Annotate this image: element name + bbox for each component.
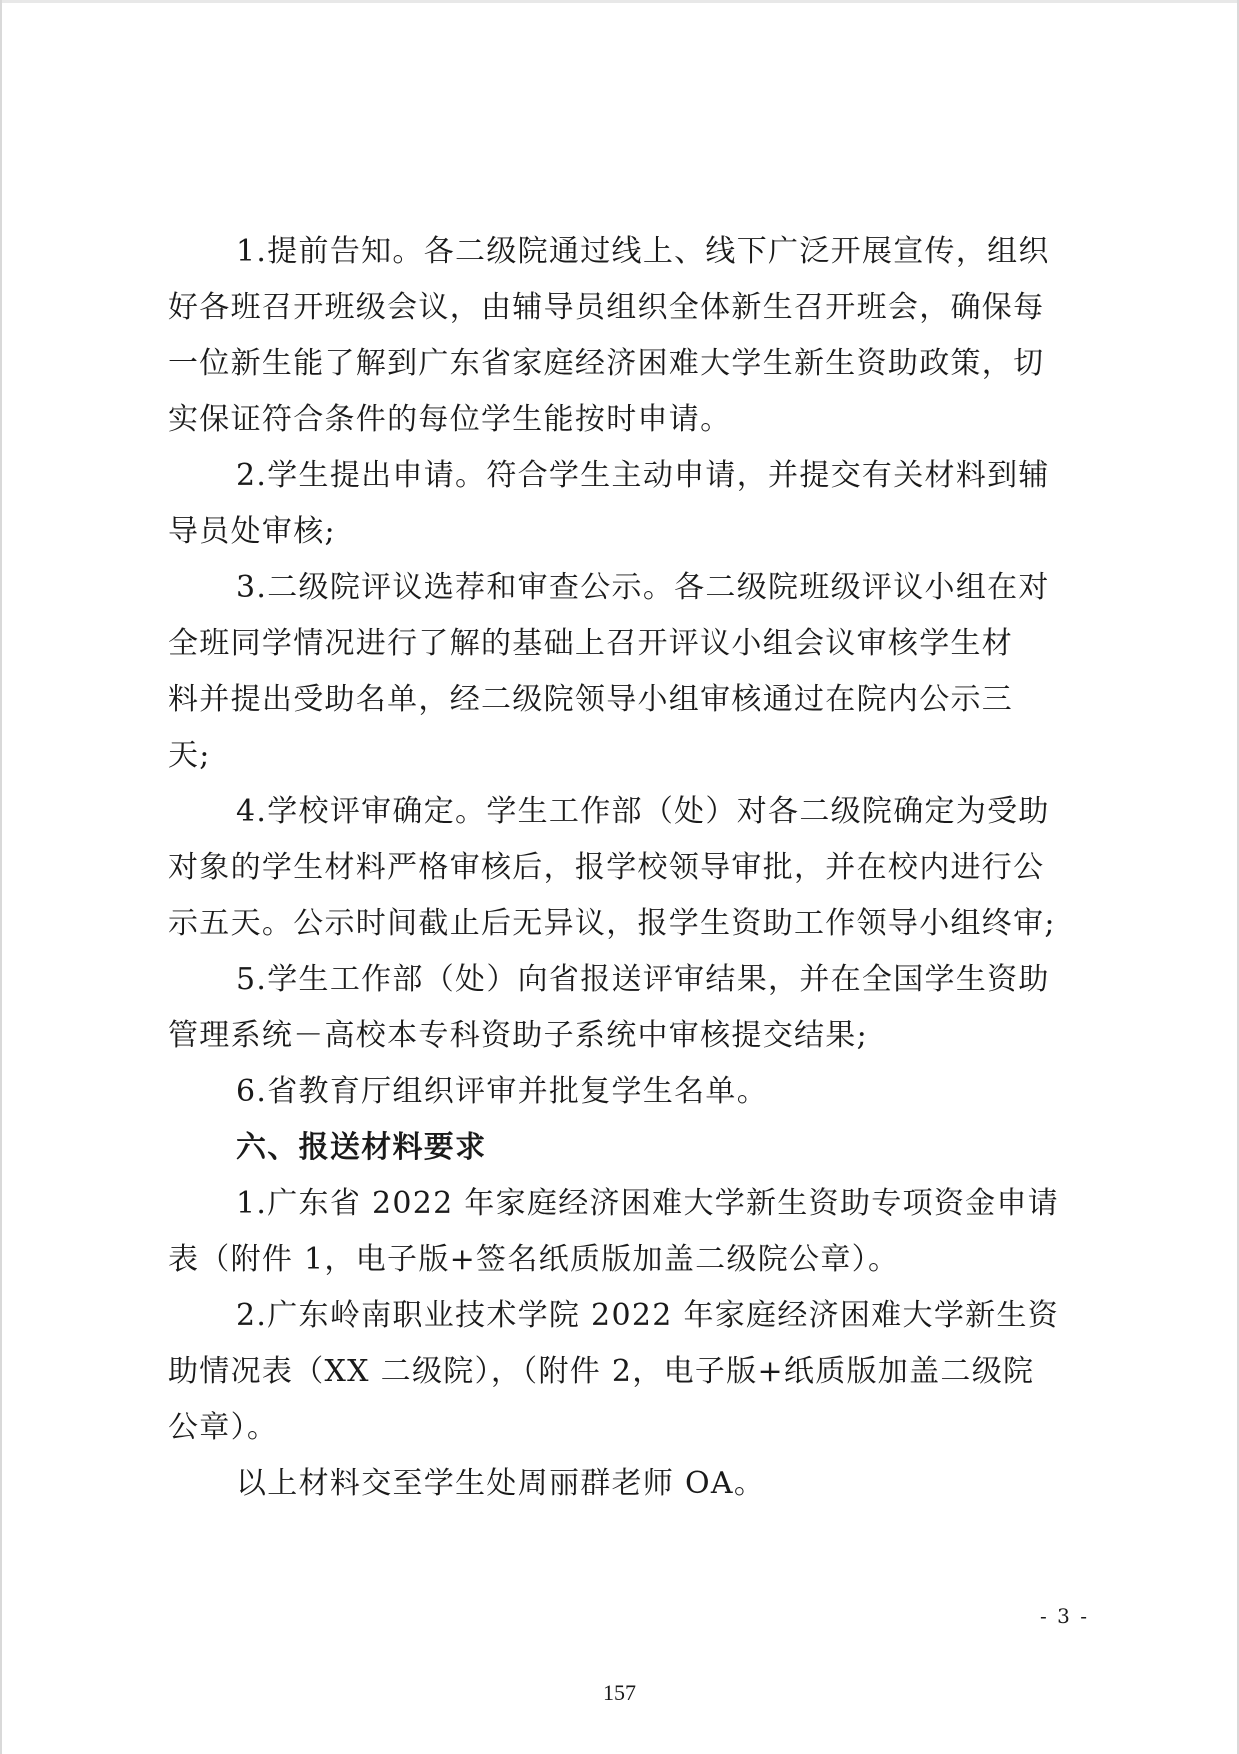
text-line: 5.学生工作部（处）向省报送评审结果，并在全国学生资助 [236,962,1050,997]
text-line: 表（附件 1，电子版+签名纸质版加盖二级院公章）。 [168,1242,900,1277]
scan-border-left [0,0,2,1754]
submission-note [168,1456,1086,1512]
text-line: 一位新生能了解到广东省家庭经济困难大学生新生资助政策，切 [168,346,1045,381]
text-line: 示五天。公示时间截止后无异议，报学生资助工作领导小组终审; [168,906,1056,941]
text-line: 6.省教育厅组织评审并批复学生名单。 [236,1074,769,1109]
text-line: 2.学生提出申请。符合学生主动申请，并提交有关材料到辅 [236,458,1050,493]
text-line: 实保证符合条件的每位学生能按时申请。 [168,402,732,437]
requirement-1 [168,1176,1086,1288]
folio-number: 157 [603,1680,636,1705]
scan-border-top [0,0,1239,3]
text-line: 助情况表（XX 二级院），（附件 2，电子版+纸质版加盖二级院 [168,1354,1035,1389]
paragraph-step-1 [168,224,1086,448]
text-line: 2.广东岭南职业技术学院 2022 年家庭经济困难大学新生资 [236,1298,1060,1333]
text-line: 1.提前告知。各二级院通过线上、线下广泛开展宣传，组织 [236,234,1050,269]
page-number: - 3 - [1040,1604,1089,1628]
text-line: 4.学校评审确定。学生工作部（处）对各二级院确定为受助 [236,794,1050,829]
text-line: 对象的学生材料严格审核后，报学校领导审批，并在校内进行公 [168,850,1045,885]
paragraph-step-6 [168,1064,1086,1120]
text-line: 以上材料交至学生处周丽群老师 OA。 [236,1466,766,1501]
section-heading: 六、报送材料要求 [236,1130,487,1165]
text-line: 1.广东省 2022 年家庭经济困难大学新生资助专项资金申请 [236,1186,1060,1221]
text-line: 料并提出受助名单，经二级院领导小组审核通过在院内公示三 [168,682,1014,717]
document-body [168,224,1086,1512]
text-line: 好各班召开班级会议，由辅导员组织全体新生召开班会，确保每 [168,290,1045,325]
text-line: 天; [168,738,211,773]
paragraph-step-4 [168,784,1086,952]
paragraph-step-3 [168,560,1086,784]
paragraph-step-5 [168,952,1086,1064]
text-line: 全班同学情况进行了解的基础上召开评议小组会议审核学生材 [168,626,1014,661]
text-line: 公章）。 [168,1410,279,1445]
paragraph-step-2 [168,448,1086,560]
text-line: 导员处审核; [168,514,336,549]
text-line: 管理系统－高校本专科资助子系统中审核提交结果; [168,1018,869,1053]
text-line: 3.二级院评议选荐和审查公示。各二级院班级评议小组在对 [236,570,1050,605]
requirement-2 [168,1288,1086,1456]
